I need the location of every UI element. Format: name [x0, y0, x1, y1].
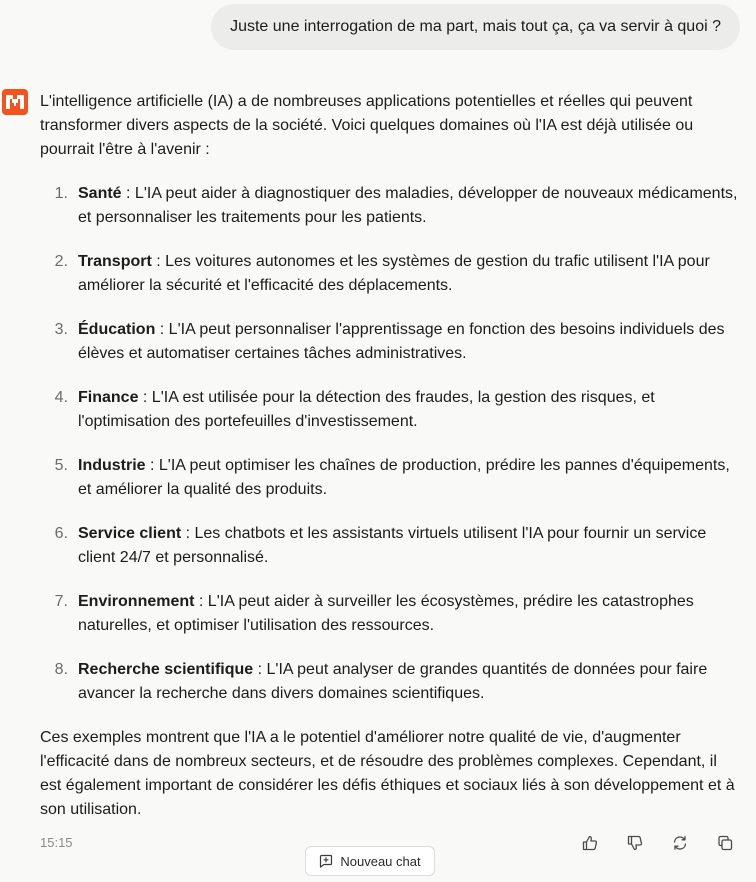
- list-item: [40, 182, 740, 230]
- copy-button[interactable]: [713, 831, 737, 855]
- list-item-term: Éducation: [78, 321, 156, 338]
- message-timestamp: 15:15: [40, 835, 73, 850]
- thumbs-up-button[interactable]: [578, 831, 602, 855]
- answer-conclusion: Ces exemples montrent que l'IA a le potentiel d'améliorer notre qualité de vie, d'augmenter l'efficacité dans de nombreux secteurs, et de résoudre des problèmes complexes. Cependant, il est également important de considérer les défis éthiques et sociaux liés à son développement et à son utilisation.: [40, 729, 735, 818]
- list-item-text: : L'IA peut personnaliser l'apprentissage en fonction des besoins individuels des élèves et automatiser certaines tâches administratives.: [78, 321, 725, 362]
- list-item-number: 3.: [54, 321, 68, 338]
- list-item-text: : L'IA est utilisée pour la détection des fraudes, la gestion des risques, et l'optimisation des portefeuilles d'investissement.: [78, 389, 655, 430]
- new-chat-label: Nouveau chat: [340, 853, 421, 869]
- list-item-term: Industrie: [78, 457, 146, 474]
- list-item: [40, 250, 740, 298]
- copy-icon: [717, 835, 733, 851]
- list-item: [40, 658, 740, 706]
- assistant-message: [40, 90, 740, 822]
- regenerate-button[interactable]: [668, 831, 692, 855]
- list-item: [40, 454, 740, 502]
- list-item: [40, 590, 740, 638]
- list-item-number: 5.: [54, 457, 68, 474]
- list-item-number: 2.: [54, 253, 68, 270]
- list-item-term: Transport: [78, 253, 152, 270]
- list-item-number: 6.: [54, 525, 68, 542]
- list-item-term: Recherche scientifique: [78, 661, 254, 678]
- list-item: [40, 522, 740, 570]
- list-item-text: : Les voitures autonomes et les systèmes de gestion du trafic utilisent l'IA pour améliorer la sécurité et l'efficacité des déplacements.: [78, 253, 710, 294]
- list-item: [40, 386, 740, 434]
- list-item-number: 8.: [54, 661, 68, 678]
- list-item-number: 1.: [54, 185, 68, 202]
- answer-intro: L'intelligence artificielle (IA) a de nombreuses applications potentielles et réelles qui peuvent transformer divers aspects de la société. Voici quelques domaines où l'IA est déjà utilisée ou pourrait l'être à l'avenir :: [40, 93, 694, 158]
- list-item-number: 4.: [54, 389, 68, 406]
- list-item-text: : L'IA peut aider à surveiller les écosystèmes, prédire les catastrophes naturelles, et optimiser l'utilisation des ressources.: [78, 593, 694, 634]
- thumbs-down-icon: [627, 835, 643, 851]
- list-item-term: Santé: [78, 185, 122, 202]
- thumbs-down-button[interactable]: [623, 831, 647, 855]
- list-item-text: : L'IA peut aider à diagnostiquer des maladies, développer de nouveaux médicaments, et personnaliser les traitements pour les patients.: [78, 185, 738, 226]
- regenerate-icon: [672, 835, 688, 851]
- thumbs-up-icon: [582, 835, 598, 851]
- list-item-term: Environnement: [78, 593, 195, 610]
- list-item-text: : L'IA peut optimiser les chaînes de production, prédire les pannes d'équipements, et améliorer la qualité des produits.: [78, 457, 730, 498]
- list-item: [40, 318, 740, 366]
- mistral-logo-icon: [2, 89, 28, 115]
- list-item-number: 7.: [54, 593, 68, 610]
- list-item-text: : L'IA peut analyser de grandes quantités de données pour faire avancer la recherche dans divers domaines scientifiques.: [78, 661, 708, 702]
- user-message: Juste une interrogation de ma part, mais tout ça, ça va servir à quoi ?: [211, 4, 740, 50]
- new-chat-button[interactable]: [305, 846, 435, 876]
- list-item-text: : Les chatbots et les assistants virtuels utilisent l'IA pour fournir un service client 24/7 et personnalisé.: [78, 525, 707, 566]
- list-item-term: Finance: [78, 389, 139, 406]
- list-item-term: Service client: [78, 525, 182, 542]
- answer-list: [40, 182, 740, 706]
- new-chat-icon: [319, 854, 333, 868]
